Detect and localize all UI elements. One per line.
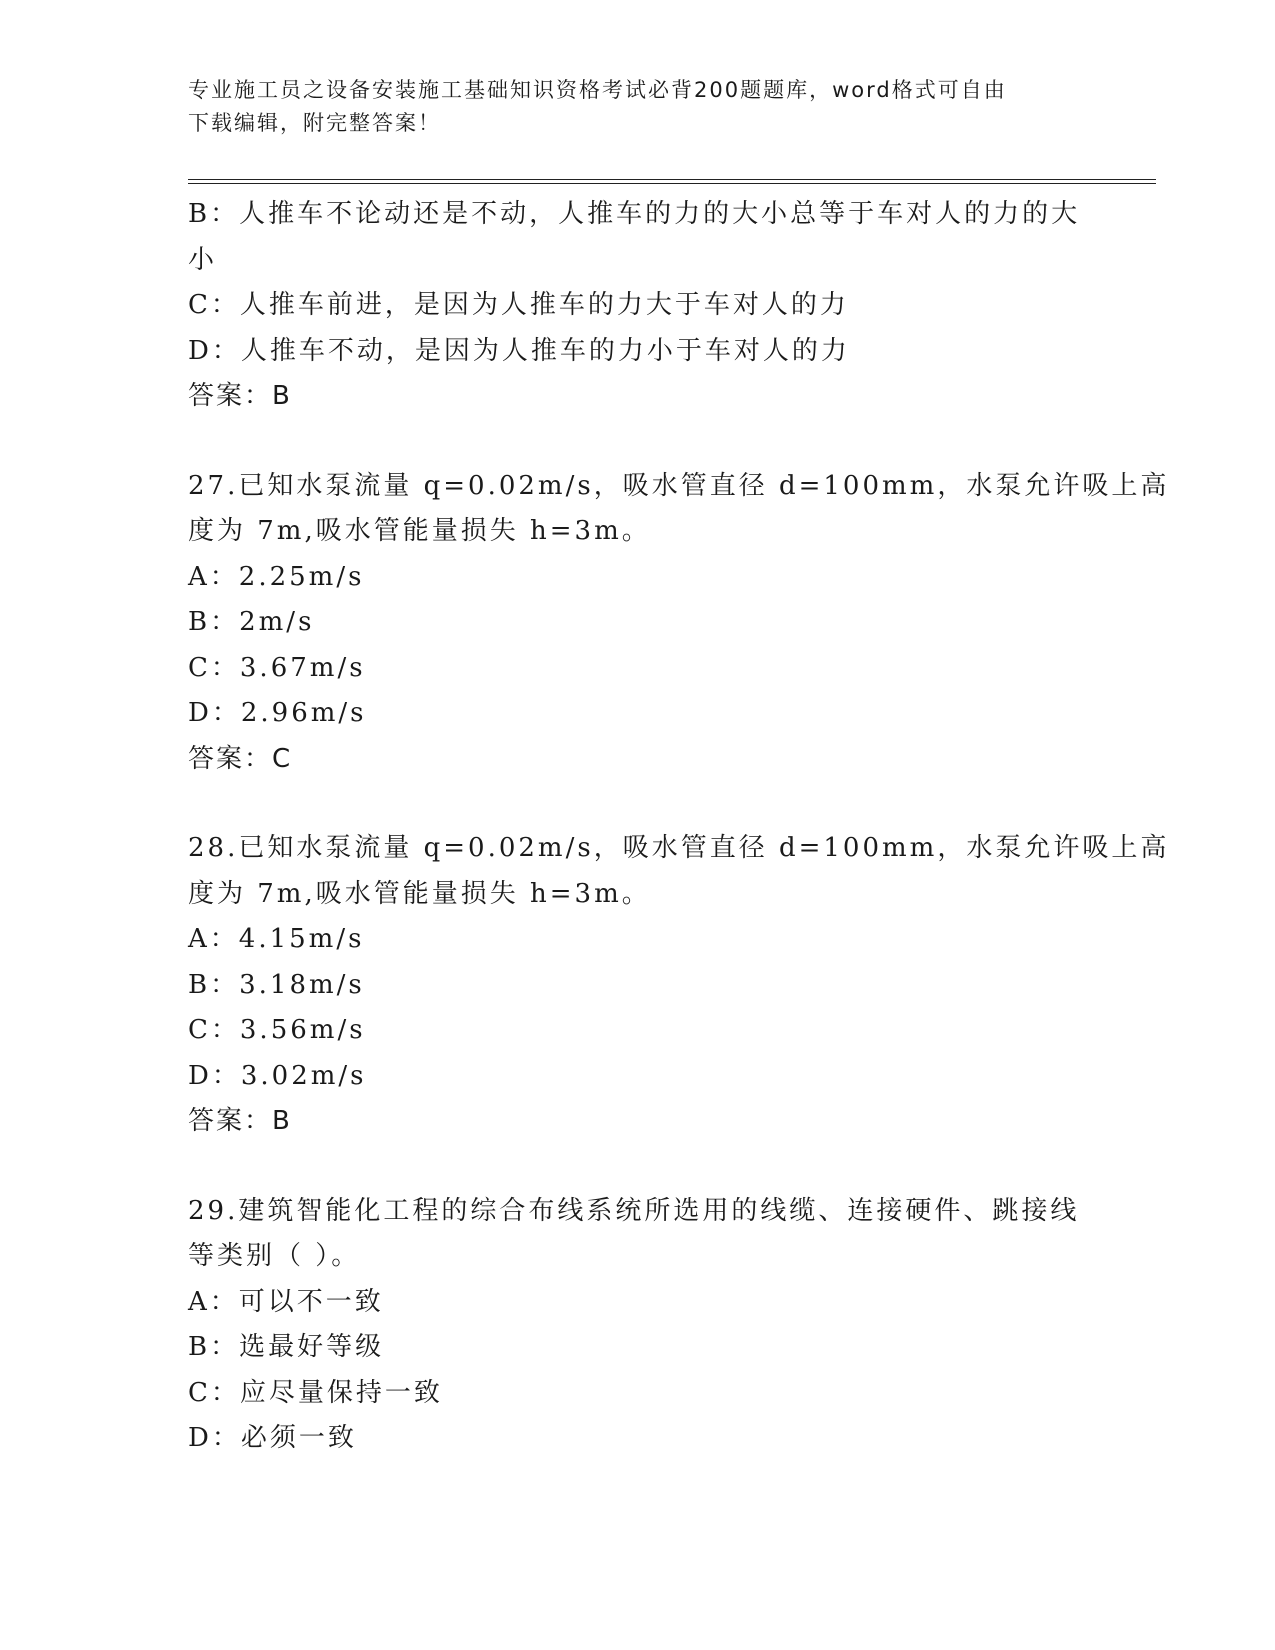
header-title-line-1: 专业施工员之设备安装施工基础知识资格考试必背200题题库，word格式可自由 (188, 78, 1007, 102)
question-26-continued (188, 192, 1088, 420)
option-d: D：3.02m/s (188, 1060, 367, 1091)
option-c: C：3.67m/s (188, 652, 366, 683)
option-b: B：选最好等级 (188, 1332, 385, 1362)
document-header (188, 74, 1078, 140)
option-b-continued: 小 (188, 244, 218, 275)
header-divider-top (188, 179, 1156, 180)
option-d: D：人推车不动，是因为人推车的力小于车对人的力 (188, 335, 850, 366)
option-b: B：2m/s (188, 607, 315, 637)
question-stem-continued: 度为 7m,吸水管能量损失 h=3m。 (188, 878, 651, 909)
option-d: D：2.96m/s (188, 698, 367, 728)
option-c: C：3.56m/s (188, 1015, 366, 1045)
question-stem: 27.已知水泵流量 q=0.02m/s，吸水管直径 d=100mm，水泵允许吸上高 (188, 470, 1170, 501)
answer: 答案：C (188, 743, 293, 774)
question-27 (188, 464, 1170, 783)
option-d: D：必须一致 (188, 1423, 357, 1453)
option-c: C：人推车前进，是因为人推车的力大于车对人的力 (188, 290, 849, 320)
header-title-line-2: 下载编辑，附完整答案！ (188, 111, 441, 135)
question-stem: 29.建筑智能化工程的综合布线系统所选用的线缆、连接硬件、跳接线 (188, 1195, 1080, 1226)
header-divider-bottom (188, 183, 1156, 184)
question-28 (188, 826, 1170, 1145)
question-stem-continued: 等类别（ ）。 (188, 1241, 361, 1271)
option-b: B：人推车不论动还是不动，人推车的力的大小总等于车对人的力的大 (188, 199, 1081, 229)
question-content (188, 192, 1170, 1462)
option-b: B：3.18m/s (188, 969, 365, 1000)
option-a: A：4.15m/s (188, 924, 365, 954)
option-a: A：可以不一致 (188, 1286, 384, 1317)
answer: 答案：B (188, 381, 292, 411)
question-stem: 28.已知水泵流量 q=0.02m/s，吸水管直径 d=100mm，水泵允许吸上高 (188, 833, 1170, 863)
answer: 答案：B (188, 1106, 292, 1136)
question-stem-continued: 度为 7m,吸水管能量损失 h=3m。 (188, 516, 651, 546)
option-c: C：应尽量保持一致 (188, 1377, 443, 1408)
option-a: A：2.25m/s (188, 561, 365, 592)
question-29 (188, 1189, 1088, 1462)
